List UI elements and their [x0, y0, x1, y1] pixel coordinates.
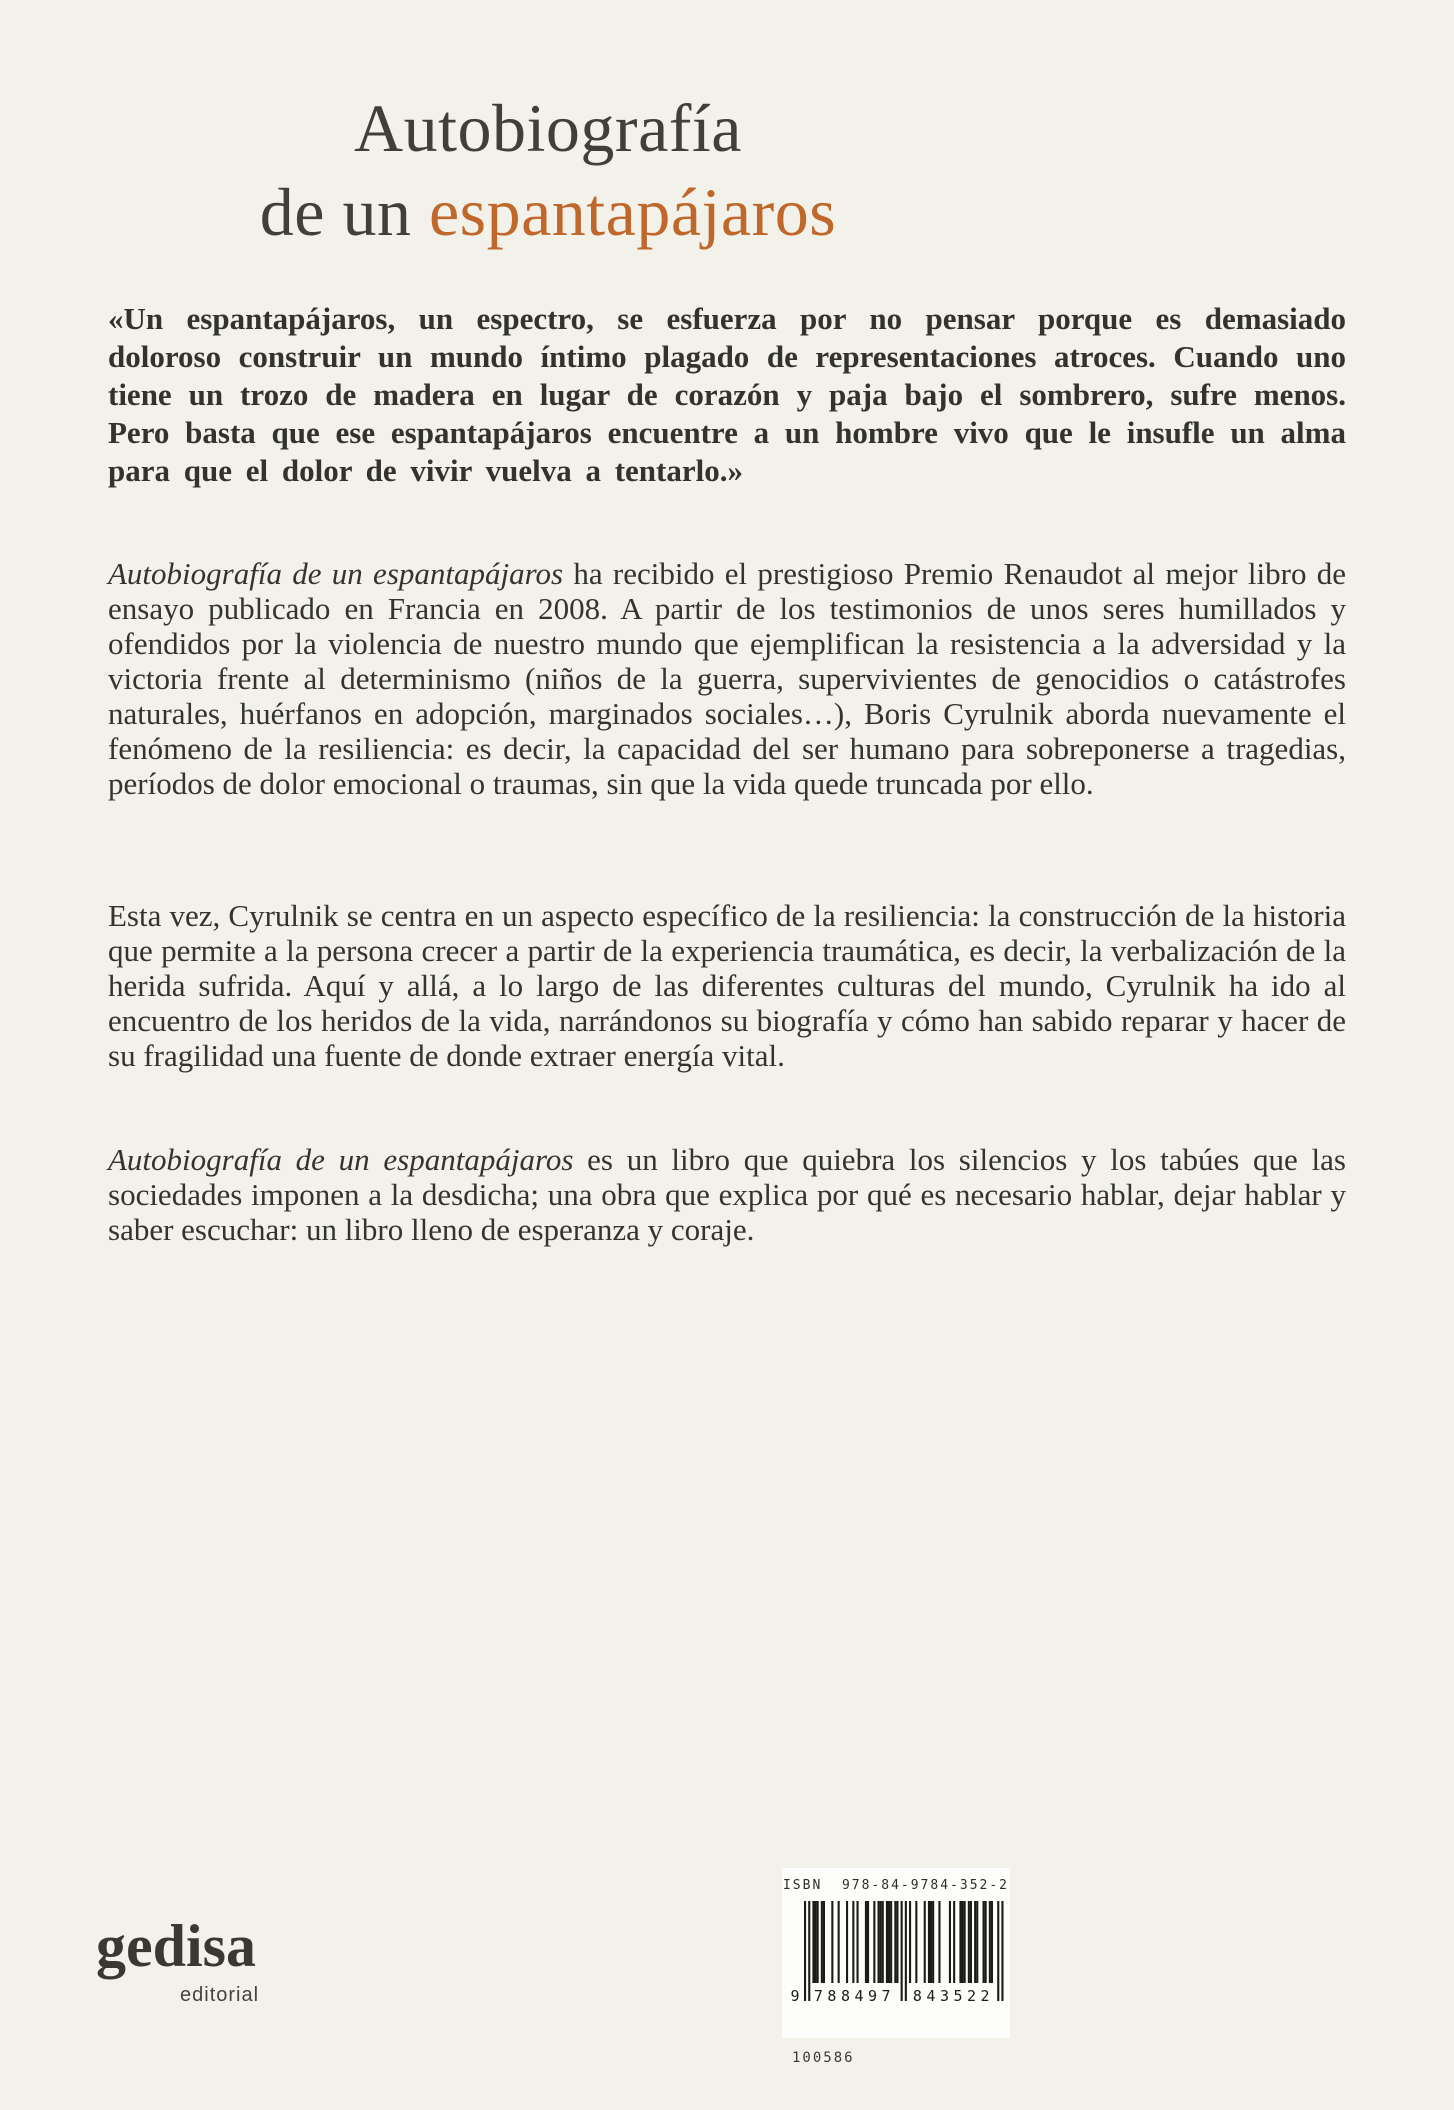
publisher-subtitle: editorial — [180, 1984, 260, 2006]
paragraph-conclusion — [108, 1142, 1346, 1247]
isbn-label: ISBN 978-84-9784-352-2 — [782, 1878, 1009, 1893]
barcode-digit-lead: 9 — [790, 1987, 800, 2005]
publisher-name: gedisa — [96, 1913, 257, 1979]
publisher-logo — [96, 1913, 260, 2007]
paragraph-renaudot — [108, 556, 1346, 801]
paragraph-text: Esta vez, Cyrulnik se centra en un aspecto específico de la resiliencia: la construcción de la historia que permite a la persona crecer a partir de la experiencia traumática, es decir, la verbalización de la herida sufrida. Aquí y allá, a lo largo de las diferentes culturas del mundo, Cyrulnik ha ido al encuentro de los heridos de la vida, narrándonos su biografía y cómo han sabido reparar y hacer de su fragilidad una fuente de donde extraer energía vital. — [108, 898, 1346, 1073]
title-line2-prefix: de un — [259, 174, 429, 250]
title-accent: espantapájaros — [428, 174, 837, 250]
barcode-digit-group1: 788497 — [813, 1987, 896, 2005]
barcode-area — [788, 1901, 1004, 2027]
quote-paragraph — [108, 300, 1346, 490]
barcode-panel — [782, 1868, 1010, 2038]
title-line1-text: Autobiografía — [354, 90, 742, 166]
barcode-digit-group2: 843522 — [912, 1987, 995, 2005]
book-title — [108, 86, 988, 254]
paragraph-italic-lead: Autobiografía de un espantapájaros — [108, 556, 564, 591]
paragraph-text: es un libro que quiebra los silencios y los tabúes que las sociedades imponen a la desdicha; una obra que explica por qué es necesario hablar, dejar hablar y saber escuchar: un libro lleno de esperanza y coraje. — [108, 1142, 1346, 1247]
paragraph-italic-lead: Autobiografía de un espantapájaros — [108, 1142, 574, 1177]
quote-text: «Un espantapájaros, un espectro, se esfuerza por no pensar porque es demasiado doloroso construir un mundo íntimo plagado de representaciones atroces. Cuando uno tiene un trozo de madera en lugar de corazón y paja bajo el sombrero, sufre menos. Pero basta que ese espantapájaros encuentre a un hombre vivo que le insufle un alma para que el dolor de vivir vuelva a tentarlo.» — [108, 301, 1346, 488]
title-line1 — [108, 86, 988, 170]
print-code: 100586 — [792, 2050, 855, 2066]
ean13-barcode-icon — [804, 1901, 1004, 2001]
title-line2 — [108, 170, 988, 254]
paragraph-resiliencia — [108, 898, 1346, 1073]
paragraph-text: ha recibido el prestigioso Premio Renaudot al mejor libro de ensayo publicado en Francia en 2008. A partir de los testimonios de unos seres humillados y ofendidos por la violencia de nuestro mundo que ejemplifican la resistencia a la adversidad y la victoria frente al determinismo (niños de la guerra, supervivientes de genocidios o catástrofes naturales, huérfanos en adopción, marginados sociales…), Boris Cyrulnik aborda nuevamente el fenómeno de la resiliencia: es decir, la capacidad del ser humano para sobreponerse a tragedias, períodos de dolor emocional o traumas, sin que la vida quede truncada por ello. — [108, 556, 1346, 801]
